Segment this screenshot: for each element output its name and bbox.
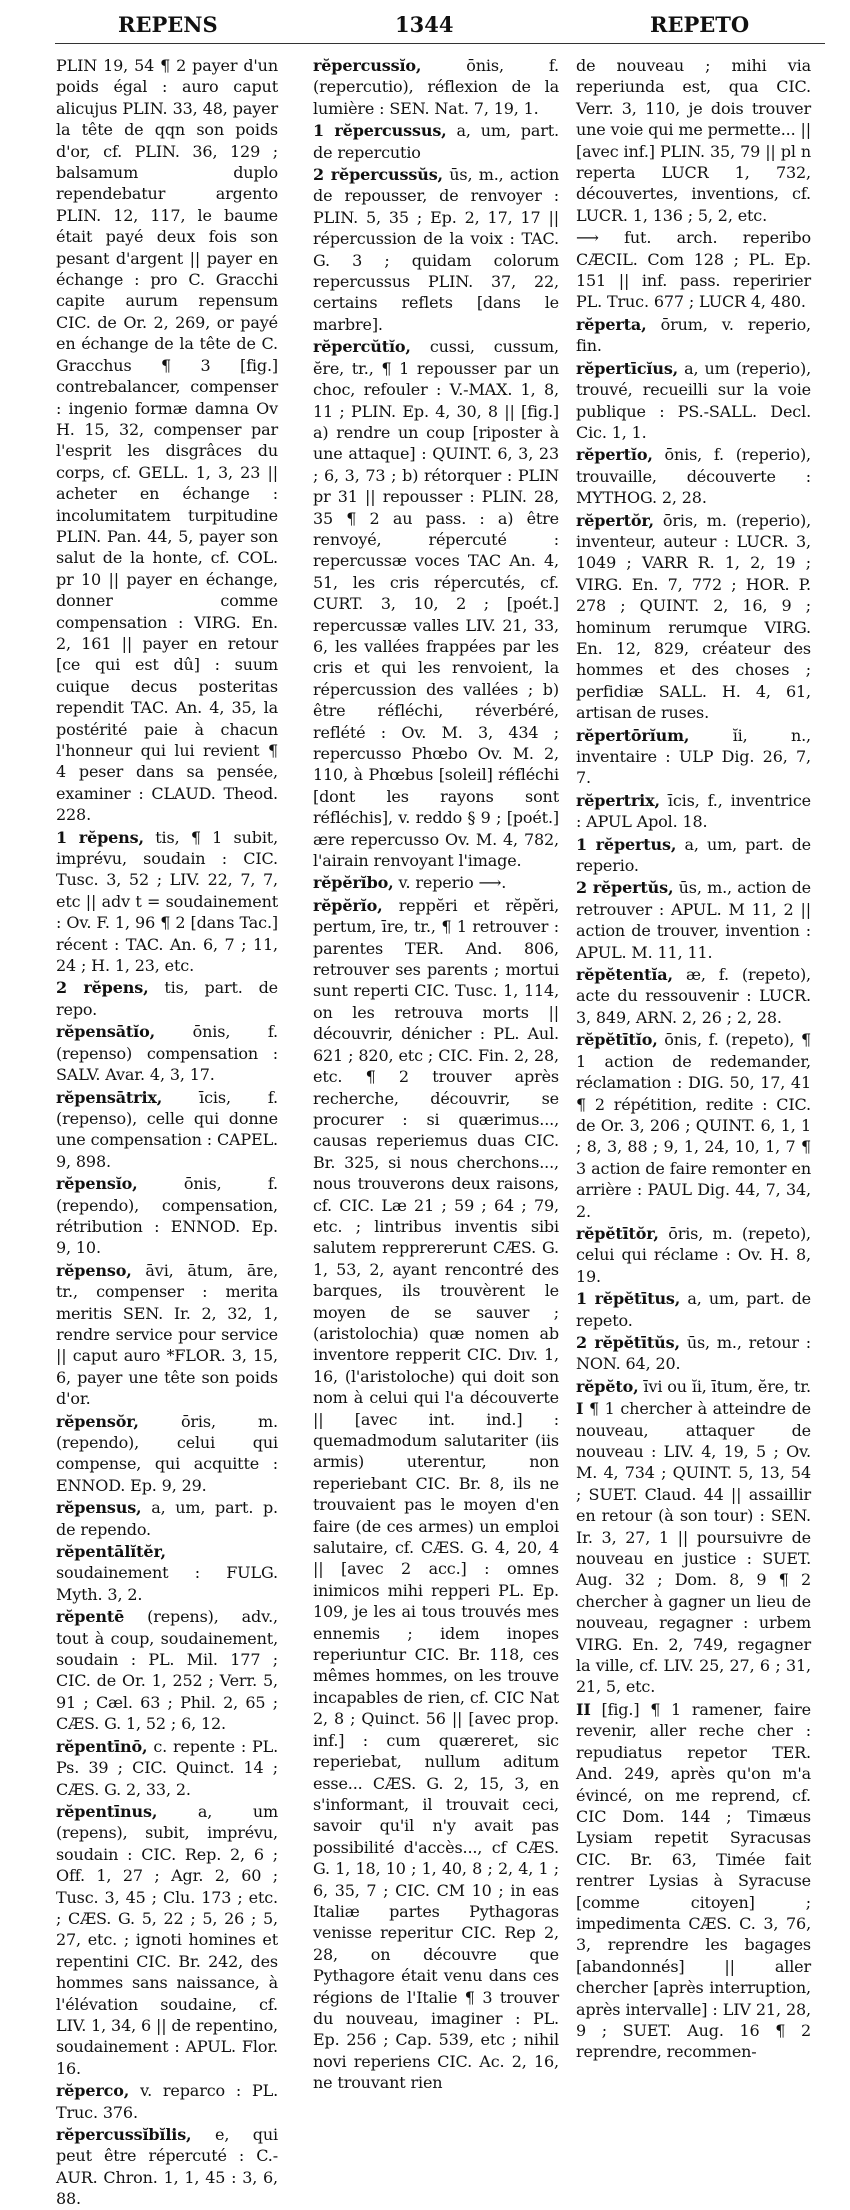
- entry-headword: rĕpercussĭbĭlis,: [56, 2125, 192, 2144]
- dictionary-entry: [56, 1260, 278, 1410]
- entry-headword: I: [576, 1399, 584, 1419]
- entry-definition: ⟶ fut. arch. reperibo CÆCIL. Com 128 ; PL. Ep. 151 || inf. pass. reperirier PL. Truc. 677 ; LUCR 4, 480.: [576, 228, 811, 312]
- header-rule: [55, 43, 825, 44]
- entry-definition: ōnis, f. (repercutio), réflexion de la lumière : SEN. Nat. 7, 19, 1.: [313, 56, 559, 118]
- entry-headword: 2 rĕpĕtītŭs,: [576, 1332, 680, 1352]
- dictionary-entry: [576, 314, 811, 357]
- entry-definition: ūs, m., action de repousser, de renvoyer : PLIN. 5, 35 ; Ep. 2, 17, 17 || répercussion de la voix : TAC. G. 3 ; quidam colorum repercussus PLIN. 37, 22, certains reflets [dans le marbre].: [313, 165, 559, 334]
- dictionary-entry: [576, 55, 811, 226]
- entry-headword: rĕpĕtītŏr,: [576, 1223, 659, 1243]
- entry-headword: rĕperta,: [576, 314, 647, 334]
- entry-definition: ūs, m., retour : NON. 64, 20.: [576, 1332, 812, 1374]
- entry-headword: rĕpertŏr,: [576, 510, 654, 530]
- entry-definition: ōris, m. (reperio), inventeur, auteur : LUCR. 3, 1049 ; VARR R. 1, 2, 19 ; VIRG. En. 7, 772 ; HOR. P. 278 ; QUINT. 2, 16, 9 ; hominum rerumque VIRG. En. 12, 829, créateur des hommes et des choses ; perfidiæ SALL. H. 4, 61, artisan de ruses.: [576, 510, 812, 723]
- dictionary-entry: [576, 1332, 811, 1375]
- entry-definition: e, qui peut être répercuté : C.-AUR. Chron. 1, 1, 45 : 3, 6, 88.: [56, 2125, 279, 2209]
- dictionary-entry: [56, 827, 278, 977]
- dictionary-entry: [56, 1087, 278, 1173]
- dictionary-entry: [313, 336, 559, 871]
- dictionary-entry: [576, 1699, 811, 2063]
- entry-headword: rĕpertīcĭus,: [576, 358, 679, 378]
- entry-headword: 1 rĕpertus,: [576, 834, 677, 854]
- dictionary-entry: [313, 120, 559, 163]
- entry-definition: a, um (repens), subit, imprévu, soudain : CIC. Rep. 2, 6 ; Off. 1, 27 ; Agr. 2, 60 ; Tusc. 3, 45 ; Clu. 173 ; etc. ; CÆS. G. 5, 22 ; 5, 26 ; 5, 27, etc. ; ignoti homines et repentini CIC. Br. 242, des hommes sans naissance, à l'élévation soudaine, cf. LIV. 1, 34, 6 || de repentino, soudainement : APUL. Flor. 16.: [56, 1801, 278, 2078]
- dictionary-entry: [576, 358, 811, 444]
- entry-headword: 1 rĕpercussus,: [313, 121, 447, 141]
- entry-definition: īvi ou ĭi, ītum, ĕre, tr.: [643, 1376, 811, 1396]
- entry-headword: rĕperco,: [56, 2081, 130, 2101]
- running-header: [0, 12, 850, 42]
- dictionary-entry: [313, 872, 559, 893]
- dictionary-entry: [56, 2124, 278, 2210]
- entry-definition: īcis, f., inventrice : APUL Apol. 18.: [576, 790, 811, 832]
- dictionary-entry: [313, 55, 559, 119]
- dictionary-entry: [56, 1606, 278, 1734]
- entry-definition: ¶ 1 chercher à atteindre de nouveau, attaquer de nouveau : LIV. 4, 19, 5 ; Ov. M. 4, 734 ; QUINT. 5, 13, 54 ; SUET. Claud. 44 || assaillir en retour (à son tour) : SEN. Ir. 3, 27, 1 || poursuivre de nouveau en justice : SUET. Aug. 32 ; Dom. 8, 9 ¶ 2 chercher à gagner un lieu de nouveau, regagner : urbem VIRG. En. 2, 749, regagner la ville, cf. LIV. 25, 27, 6 ; 31, 21, 5, etc.: [576, 1399, 811, 1697]
- column-1: [56, 55, 279, 2209]
- entry-definition: tis, ¶ 1 subit, imprévu, soudain : CIC. Tusc. 3, 52 ; LIV. 22, 7, 7, etc || adv t = soudainement : Ov. F. 1, 96 ¶ 2 [dans Tac.] récent : TAC. An. 6, 7 ; 11, 24 ; H. 1, 23, etc.: [56, 827, 279, 976]
- dictionary-entry: [56, 1497, 278, 1540]
- entry-definition: de nouveau ; mihi via reperiunda est, qua CIC. Verr. 3, 110, je dois trouver une voie qui me permette... || [avec inf.] PLIN. 35, 79 || pl n reperta LUCR 1, 732, découvertes, inventions, cf. LUCR. 1, 136 ; 5, 2, etc.: [576, 56, 811, 225]
- entry-headword: rĕpentīnō,: [56, 1736, 148, 1756]
- entry-headword: rĕpĕtītĭo,: [576, 1030, 658, 1050]
- column-3: [576, 55, 812, 2062]
- dictionary-entry: [56, 1736, 278, 1800]
- entry-definition: īcis, f. (repenso), celle qui donne une compensation : CAPEL. 9, 898.: [56, 1087, 278, 1171]
- header-left-word: REPENS: [118, 12, 218, 37]
- entry-headword: 1 rĕpens,: [56, 827, 144, 847]
- dictionary-entry: [576, 964, 811, 1028]
- dictionary-entry: [576, 1288, 811, 1331]
- entry-headword: rĕpentē: [56, 1607, 125, 1627]
- dictionary-entry: [313, 895, 559, 2094]
- entry-definition: soudainement : FULG. Myth. 3, 2.: [56, 1563, 278, 1604]
- entry-definition: reppĕri et rĕpĕri, pertum, īre, tr., ¶ 1 retrouver : parentes TER. And. 806, retrouver ses parents ; mortui sunt reperti CIC. Tusc. 1, 114, on les retrouva morts || découvrir, dénicher : PL. Aul. 621 ; 820, etc ; CIC. Fin. 2, 28, etc. ¶ 2 trouver après recherche, découvrir, se procurer : si quærimus..., causas reperiemus duas CIC. Br. 325, si nous cherchons..., nous trouverons deux raisons, cf. CIC. Læ 21 ; 59 ; 64 ; 79, etc. ; lintribus inventis sibi salutem repprererunt CÆS. G. 1, 53, 2, ayant rencontré des barques, ils trouvèrent le moyen de se sauver ; (aristolochia) quæ nomen ab inventore repperit CIC. Dıv. 1, 16, (l'aristoloche) qui doit son nom à celui qui l'a découverte || [avec int. ind.] : quemadmodum salutariter (iis armis) uterentur, non reperiebant CIC. Br. 8, ils ne trouvaient pas le moyen d'en faire (de ces armes) un emploi salutaire, cf. CÆS. G. 4, 20, 4 || [avec 2 acc.] : omnes inimicos mihi repperi PL. Ep. 109, je les ai tous trouvés mes ennemis ; idem inopes reperiuntur CIC. Br. 118, ces mêmes hommes, on les trouve incapables de rien, cf. CIC Nat 2, 8 ; Quinct. 56 || [avec prop. inf.] : cum quæreret, sic reperiebat, nullum aditum esse... CÆS. G. 2, 15, 3, en s'informant, il trouvait ceci, savoir qu'il n'y avait pas possibilité d'accès..., cf CÆS. G. 1, 18, 10 ; 1, 40, 8 ; 2, 4, 1 ; 6, 35, 7 ; CIC. CM 10 ; in eas Italiæ partes Pythagoras venisse reperitur CIC. Rep 2, 28, on découvre que Pythagore était venu dans ces régions de l'Italie ¶ 3 trouver du nouveau, imaginer : PL. Ep. 256 ; Cap. 539, etc ; nihil novi reperiens CIC. Ac. 2, 16, ne trouvant rien: [313, 895, 560, 2093]
- dictionary-entry: [56, 1021, 278, 1085]
- entry-headword: II: [576, 1699, 591, 1719]
- dictionary-entry: [576, 1029, 811, 1222]
- entry-definition: a, um, part. de repeto.: [576, 1289, 811, 1330]
- entry-definition: æ, f. (repeto), acte du ressouvenir : LUCR. 3, 849, ARN. 2, 26 ; 2, 28.: [576, 965, 811, 1027]
- entry-headword: rĕpercussĭo,: [313, 56, 422, 75]
- entry-headword: rĕpenso,: [56, 1260, 132, 1280]
- entry-definition: tis, part. de repo.: [56, 978, 279, 1019]
- entry-definition: ūs, m., action de retrouver : APUL. M 11, 2 || action de trouver, invention : APUL. M. 11, 11.: [576, 878, 811, 962]
- entry-definition: v. reperio ⟶.: [398, 873, 507, 893]
- entry-definition: ōnis, f. (rependo), compensation, rétribution : ENNOD. Ep. 9, 10.: [56, 1174, 278, 1258]
- dictionary-entry: [313, 164, 559, 335]
- dictionary-entry: [576, 1223, 811, 1287]
- entry-headword: rĕpertrix,: [576, 790, 660, 810]
- entry-definition: ōnis, f. (reperio), trouvaille, découverte : MYTHOG. 2, 28.: [576, 445, 811, 508]
- entry-definition: v. reparco : PL. Truc. 376.: [56, 2081, 279, 2122]
- dictionary-entry: [56, 55, 278, 826]
- dictionary-entry: [56, 1411, 278, 1497]
- entry-definition: c. repente : PL. Ps. 39 ; CIC. Quinct. 14 ; CÆS. G. 2, 33, 2.: [56, 1736, 278, 1799]
- entry-headword: rĕpentīnus,: [56, 1801, 158, 1821]
- dictionary-entry: [576, 1376, 811, 1397]
- entry-headword: rĕpertōrĭum,: [576, 725, 690, 745]
- entry-definition: ōrum, v. reperio, fin.: [576, 314, 811, 356]
- entry-definition: ōris, m. (repeto), celui qui réclame : Ov. H. 8, 19.: [576, 1223, 811, 1286]
- entry-definition: ōnis, f. (repeto), ¶ 1 action de redemander, réclamation : DIG. 50, 17, 41 ¶ 2 répétition, redite : CIC. de Or. 3, 206 ; QUINT. 6, 1, 1 ; 8, 3, 88 ; 9, 1, 24, 10, 1, 7 ¶ 3 action de faire remonter en arrière : PAUL Dig. 44, 7, 34, 2.: [576, 1030, 811, 1221]
- entry-headword: rĕpensātĭo,: [56, 1022, 156, 1042]
- dictionary-entry: [576, 834, 811, 877]
- dictionary-entry: [56, 1541, 278, 1605]
- entry-definition: [fig.] ¶ 1 ramener, faire revenir, aller reche cher : repudiatus repetor TER. And. 249, après qu'on m'a évincé, on me reprend, cf. CIC Dom. 144 ; Timæus Lysiam repetit Syracusas CIC. Br. 63, Timée fait rentrer Lysias à Syracuse [comme citoyen] ; impedimenta CÆS. C. 3, 76, 3, reprendre les bagages [abandonnés] || aller chercher [après interruption, après intervalle] : LIV 21, 28, 9 ; SUET. Aug. 16 ¶ 2 reprendre, recommen-: [576, 1699, 811, 2062]
- entry-definition: a, um, part. de repercutio: [313, 121, 559, 162]
- dictionary-entry: [56, 977, 278, 1020]
- entry-headword: rĕpensātrix,: [56, 1087, 163, 1107]
- dictionary-entry: [576, 725, 811, 789]
- entry-definition: a, um (reperio), trouvé, recueilli sur la voie publique : PS.-SALL. Decl. Cic. 1, 1.: [576, 358, 811, 442]
- entry-headword: 2 rĕpertŭs,: [576, 878, 674, 898]
- entry-definition: cussi, cussum, ĕre, tr., ¶ 1 repousser par un choc, refouler : V.-MAX. 1, 8, 11 ; PLIN. Ep. 4, 30, 8 || [fig.] a) rendre un coup [riposter à une attaque] : QUINT. 6, 3, 23 ; 6, 3, 73 ; b) rétorquer : PLIN pr 31 || repousser : PLIN. 28, 35 ¶ 2 au pass. : a) être renvoyé, répercuté : repercussæ voces TAC An. 4, 51, les cris répercutés, cf. CURT. 3, 10, 2 ; [poét.] repercussæ valles LIV. 21, 33, 6, les vallées frappées par les cris et qui les renvoient, la répercussion des vallées ; b) être réfléchi, réverbéré, reflété : Ov. M. 3, 434 ; repercusso Phœbo Ov. M. 2, 110, à Phœbus [soleil] réfléchi [dont les rayons sont réfléchis], v. reddo § 9 ; [poét.] ære repercusso Ov. M. 4, 782, l'airain renvoyant l'image.: [313, 337, 559, 871]
- entry-definition: a, um, part. p. de rependo.: [56, 1498, 278, 1539]
- entry-definition: ōris, m. (rependo), celui qui compense, qui acquitte : ENNOD. Ep. 9, 29.: [56, 1411, 278, 1495]
- entry-headword: rĕpentālĭtĕr,: [56, 1542, 166, 1562]
- column-2: [313, 55, 560, 2093]
- dictionary-entry: [576, 1398, 811, 1698]
- entry-headword: rĕpĕtentĭa,: [576, 965, 673, 985]
- entry-headword: rĕpercŭtĭo,: [313, 337, 411, 357]
- dictionary-entry: [576, 790, 811, 833]
- dictionary-entry: [576, 510, 811, 724]
- page-number: 1344: [395, 12, 454, 37]
- entry-definition: āvi, ātum, āre, tr., compenser : merita meritis SEN. Ir. 2, 32, 1, rendre service pour service || caput auro *FLOR. 3, 15, 6, payer une tête son poids d'or.: [56, 1260, 279, 1409]
- entry-headword: rĕpĕrĭo,: [313, 895, 383, 915]
- entry-definition: a, um, part. de reperio.: [576, 834, 812, 876]
- entry-definition: (repens), adv., tout à coup, soudainement, soudain : PL. Mil. 177 ; CIC. de Or. 1, 252 ; Verr. 5, 91 ; Cæl. 63 ; Phil. 2, 65 ; CÆS. G. 1, 52 ; 6, 12.: [56, 1607, 278, 1734]
- entry-headword: 2 rĕpens,: [56, 978, 149, 998]
- entry-headword: rĕpĕrĭbo,: [313, 873, 394, 893]
- dictionary-entry: [576, 444, 811, 508]
- entry-headword: 2 rĕpercussŭs,: [313, 165, 443, 185]
- entry-headword: rĕpĕto,: [576, 1376, 639, 1396]
- dictionary-entry: [576, 877, 811, 963]
- entry-headword: rĕpensŏr,: [56, 1411, 139, 1431]
- dictionary-entry: [56, 1801, 278, 2079]
- entry-definition: ōnis, f. (repenso) compensation : SALV. Avar. 4, 3, 17.: [56, 1022, 278, 1085]
- entry-definition: PLIN 19, 54 ¶ 2 payer d'un poids égal : auro caput alicujus PLIN. 33, 48, payer la tête de qqn son poids d'or, cf. PLIN. 36, 129 ; balsamum duplo rependebatur argento PLIN. 12, 117, le baume était payé deux fois son pesant d'argent || payer en échange : pro C. Gracchi capite aurum repensum CIC. de Or. 2, 269, or payé en échange de la tête de C. Gracchus ¶ 3 [fig.] contrebalancer, compenser : ingenio formæ damna Ov H. 15, 32, compenser par l'esprit les disgrâces du corps, cf. GELL. 1, 3, 23 || acheter en échange : incolumitatem turpitudine PLIN. Pan. 44, 5, payer son salut de la honte, cf. COL. pr 10 || payer en échange, donner comme compensation : VIRG. En. 2, 161 || payer en retour [ce qui est dû] : suum cuique decus posteritas rependit TAC. An. 4, 35, la postérité paie à chacun l'honneur qui lui revient ¶ 4 peser dans sa pensée, examiner : CLAUD. Theod. 228.: [56, 56, 278, 825]
- entry-headword: 1 rĕpĕtītus,: [576, 1289, 681, 1309]
- header-right-word: REPETO: [650, 12, 750, 37]
- entry-definition: ĭi, n., inventaire : ULP Dig. 26, 7, 7.: [576, 725, 811, 788]
- entry-headword: rĕpertĭo,: [576, 445, 653, 465]
- dictionary-entry: [576, 227, 811, 313]
- dictionary-entry: [56, 1173, 278, 1259]
- entry-headword: rĕpensĭo,: [56, 1174, 138, 1194]
- dictionary-entry: [56, 2080, 278, 2123]
- entry-headword: rĕpensus,: [56, 1498, 142, 1518]
